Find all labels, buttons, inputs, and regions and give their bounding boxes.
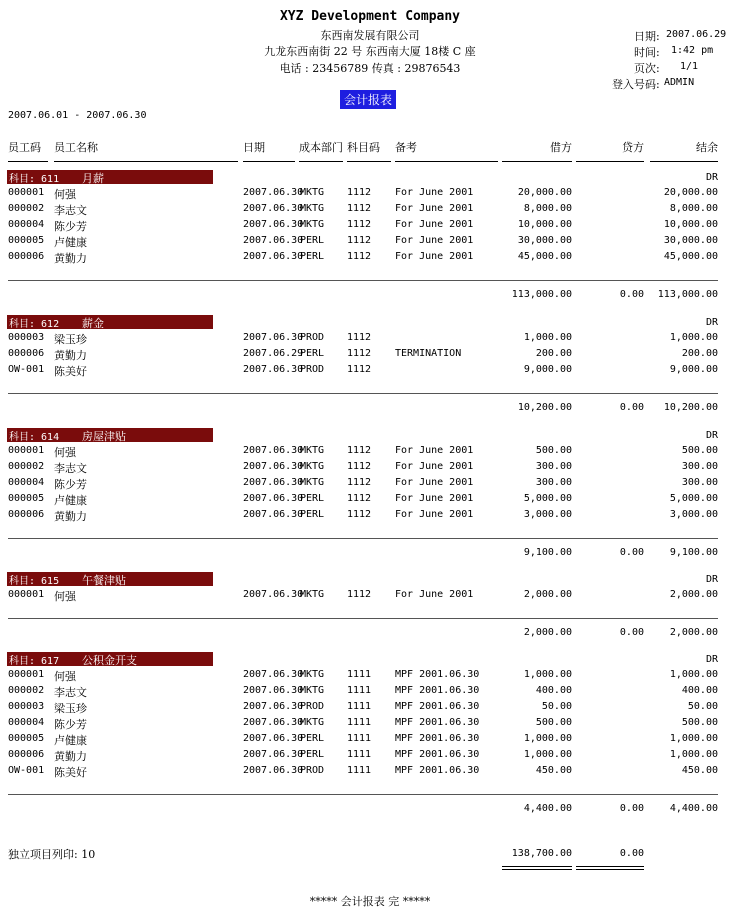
row-emp-name: 黄勤力 <box>54 750 87 763</box>
row-emp-name: 梁玉珍 <box>54 333 87 346</box>
row-date: 2007.06.30 <box>243 445 304 456</box>
row-cost-dept: MKTG <box>300 461 325 472</box>
row-account: 1112 <box>347 461 372 472</box>
section-total-debit: 4,400.00 <box>523 803 572 814</box>
row-emp-name: 何强 <box>54 446 76 459</box>
company-name-cn: 东西南发展有限公司 <box>320 29 420 42</box>
section-header-bar <box>7 428 213 442</box>
row-date: 2007.06.30 <box>243 477 304 488</box>
company-name-en: XYZ Development Company <box>279 9 460 24</box>
row-balance: 45,000.00 <box>663 251 718 262</box>
row-date: 2007.06.30 <box>243 251 304 262</box>
row-date: 2007.06.30 <box>243 685 304 696</box>
row-debit: 1,000.00 <box>523 749 572 760</box>
row-cost-dept: MKTG <box>300 717 325 728</box>
row-emp-code: 000006 <box>8 251 45 262</box>
row-debit: 1,000.00 <box>523 669 572 680</box>
row-balance: 1,000.00 <box>669 749 718 760</box>
time-value: 1:42 pm <box>671 45 714 56</box>
section-total-debit: 113,000.00 <box>511 289 572 300</box>
row-remarks: For June 2001 <box>395 187 474 198</box>
section-total-balance: 113,000.00 <box>657 289 718 300</box>
col-date: 日期 <box>243 141 265 154</box>
section-total-debit: 2,000.00 <box>523 627 572 638</box>
section-name: 房屋津贴 <box>82 430 126 443</box>
header-underline <box>650 161 718 162</box>
row-debit: 10,000.00 <box>517 219 572 230</box>
row-account: 1112 <box>347 332 372 343</box>
header-underline <box>299 161 343 162</box>
row-emp-code: 000003 <box>8 332 45 343</box>
section-divider <box>8 538 718 539</box>
col-debit: 借方 <box>550 141 572 154</box>
row-balance: 300.00 <box>681 477 718 488</box>
col-emp-name: 员工名称 <box>54 141 98 154</box>
col-cost-dept: 成本部门 <box>299 141 343 154</box>
row-remarks: For June 2001 <box>395 251 474 262</box>
row-balance: 10,000.00 <box>663 219 718 230</box>
row-date: 2007.06.30 <box>243 765 304 776</box>
row-account: 1112 <box>347 364 372 375</box>
grand-total-double-underline <box>576 866 644 867</box>
row-account: 1111 <box>347 749 372 760</box>
row-emp-code: OW-001 <box>8 765 45 776</box>
row-cost-dept: PROD <box>300 765 325 776</box>
row-date: 2007.06.30 <box>243 701 304 712</box>
row-emp-name: 何强 <box>54 188 76 201</box>
section-dr-label: DR <box>705 172 718 183</box>
page-label: 页次: <box>634 62 660 75</box>
section-total-credit: 0.00 <box>619 402 644 413</box>
row-date: 2007.06.30 <box>243 669 304 680</box>
date-label: 日期: <box>634 30 660 43</box>
row-cost-dept: MKTG <box>300 187 325 198</box>
row-cost-dept: MKTG <box>300 219 325 230</box>
row-account: 1112 <box>347 477 372 488</box>
row-remarks: For June 2001 <box>395 445 474 456</box>
row-balance: 500.00 <box>681 717 718 728</box>
grand-total-double-underline <box>502 866 572 867</box>
row-account: 1111 <box>347 717 372 728</box>
row-debit: 400.00 <box>535 685 572 696</box>
row-balance: 9,000.00 <box>669 364 718 375</box>
section-total-credit: 0.00 <box>619 547 644 558</box>
section-dr-label: DR <box>705 654 718 665</box>
row-account: 1111 <box>347 765 372 776</box>
row-balance: 400.00 <box>681 685 718 696</box>
row-remarks: MPF 2001.06.30 <box>395 749 480 760</box>
section-dr-label: DR <box>705 317 718 328</box>
row-debit: 3,000.00 <box>523 509 572 520</box>
page-value: 1/1 <box>680 61 699 72</box>
row-emp-code: 000002 <box>8 685 45 696</box>
row-date: 2007.06.30 <box>243 749 304 760</box>
row-emp-code: 000006 <box>8 509 45 520</box>
row-remarks: MPF 2001.06.30 <box>395 669 480 680</box>
row-emp-name: 何强 <box>54 590 76 603</box>
row-account: 1112 <box>347 235 372 246</box>
row-cost-dept: PERL <box>300 348 325 359</box>
row-remarks: For June 2001 <box>395 477 474 488</box>
section-code: 科目: 617 <box>9 656 60 667</box>
row-balance: 20,000.00 <box>663 187 718 198</box>
row-emp-code: 000001 <box>8 187 45 198</box>
section-header-bar <box>7 652 213 666</box>
row-account: 1111 <box>347 733 372 744</box>
item-count-label: 独立项目列印: 10 <box>8 848 96 861</box>
row-account: 1111 <box>347 685 372 696</box>
row-date: 2007.06.30 <box>243 364 304 375</box>
row-date: 2007.06.30 <box>243 717 304 728</box>
row-cost-dept: PERL <box>300 251 325 262</box>
row-emp-name: 黄勤力 <box>54 510 87 523</box>
row-date: 2007.06.30 <box>243 493 304 504</box>
row-emp-name: 何强 <box>54 670 76 683</box>
row-emp-code: 000001 <box>8 589 45 600</box>
row-account: 1112 <box>347 219 372 230</box>
report-period: 2007.06.01 - 2007.06.30 <box>8 110 147 121</box>
row-debit: 300.00 <box>535 477 572 488</box>
header-underline <box>54 161 238 162</box>
login-label: 登入号码: <box>612 78 660 91</box>
section-total-debit: 9,100.00 <box>523 547 572 558</box>
header-underline <box>347 161 391 162</box>
row-date: 2007.06.30 <box>243 187 304 198</box>
row-remarks: MPF 2001.06.30 <box>395 717 480 728</box>
header-underline <box>502 161 572 162</box>
row-cost-dept: MKTG <box>300 669 325 680</box>
section-dr-label: DR <box>705 430 718 441</box>
row-emp-code: 000006 <box>8 749 45 760</box>
row-balance: 200.00 <box>681 348 718 359</box>
section-dr-label: DR <box>705 574 718 585</box>
row-emp-code: 000003 <box>8 701 45 712</box>
row-debit: 500.00 <box>535 445 572 456</box>
row-emp-name: 陈美好 <box>54 365 87 378</box>
row-emp-name: 陈少芳 <box>54 478 87 491</box>
row-balance: 1,000.00 <box>669 669 718 680</box>
section-divider <box>8 794 718 795</box>
section-total-balance: 9,100.00 <box>669 547 718 558</box>
grand-total-debit: 138,700.00 <box>511 848 572 859</box>
row-cost-dept: PERL <box>300 509 325 520</box>
row-emp-code: 000005 <box>8 493 45 504</box>
grand-total-credit: 0.00 <box>619 848 644 859</box>
section-name: 公积金开支 <box>82 654 137 667</box>
section-name: 午餐津贴 <box>82 574 126 587</box>
row-debit: 20,000.00 <box>517 187 572 198</box>
col-emp-code: 员工码 <box>8 141 41 154</box>
row-balance: 300.00 <box>681 461 718 472</box>
row-emp-name: 卢健康 <box>54 494 87 507</box>
row-emp-name: 黄勤力 <box>54 252 87 265</box>
row-date: 2007.06.29 <box>243 348 304 359</box>
row-debit: 5,000.00 <box>523 493 572 504</box>
row-emp-code: 000005 <box>8 235 45 246</box>
row-account: 1112 <box>347 251 372 262</box>
row-debit: 9,000.00 <box>523 364 572 375</box>
row-emp-name: 梁玉珍 <box>54 702 87 715</box>
section-total-balance: 2,000.00 <box>669 627 718 638</box>
header-underline <box>576 161 644 162</box>
row-remarks: For June 2001 <box>395 461 474 472</box>
section-header-bar <box>7 572 213 586</box>
section-divider <box>8 393 718 394</box>
row-balance: 500.00 <box>681 445 718 456</box>
row-remarks: For June 2001 <box>395 509 474 520</box>
col-credit: 贷方 <box>622 141 644 154</box>
section-total-balance: 4,400.00 <box>669 803 718 814</box>
row-date: 2007.06.30 <box>243 203 304 214</box>
col-remarks: 备考 <box>395 141 417 154</box>
row-balance: 450.00 <box>681 765 718 776</box>
grand-total-double-underline <box>576 869 644 870</box>
row-debit: 30,000.00 <box>517 235 572 246</box>
section-total-balance: 10,200.00 <box>663 402 718 413</box>
row-date: 2007.06.30 <box>243 332 304 343</box>
row-emp-code: OW-001 <box>8 364 45 375</box>
row-remarks: MPF 2001.06.30 <box>395 685 480 696</box>
row-balance: 1,000.00 <box>669 332 718 343</box>
row-emp-code: 000004 <box>8 717 45 728</box>
row-cost-dept: MKTG <box>300 203 325 214</box>
login-value: ADMIN <box>664 77 695 88</box>
row-emp-name: 李志文 <box>54 686 87 699</box>
date-value: 2007.06.29 <box>666 29 727 40</box>
section-code: 科目: 614 <box>9 432 60 443</box>
row-debit: 450.00 <box>535 765 572 776</box>
row-account: 1111 <box>347 669 372 680</box>
row-cost-dept: PROD <box>300 364 325 375</box>
row-date: 2007.06.30 <box>243 733 304 744</box>
section-name: 薪金 <box>82 317 104 330</box>
row-emp-code: 000002 <box>8 203 45 214</box>
section-code: 科目: 611 <box>9 174 60 185</box>
row-cost-dept: PROD <box>300 332 325 343</box>
row-emp-code: 000001 <box>8 445 45 456</box>
row-account: 1112 <box>347 589 372 600</box>
header-underline <box>243 161 295 162</box>
row-remarks: For June 2001 <box>395 203 474 214</box>
row-cost-dept: MKTG <box>300 477 325 488</box>
row-balance: 50.00 <box>687 701 718 712</box>
report-title: 会计报表 <box>340 90 396 109</box>
col-balance: 结余 <box>696 141 718 154</box>
row-cost-dept: PERL <box>300 493 325 504</box>
row-remarks: For June 2001 <box>395 219 474 230</box>
section-header-bar <box>7 170 213 184</box>
row-balance: 3,000.00 <box>669 509 718 520</box>
row-balance: 1,000.00 <box>669 733 718 744</box>
report-footer: ***** 会计报表 完 ***** <box>309 895 431 908</box>
section-name: 月薪 <box>82 172 104 185</box>
row-debit: 300.00 <box>535 461 572 472</box>
section-total-debit: 10,200.00 <box>517 402 572 413</box>
section-total-credit: 0.00 <box>619 627 644 638</box>
row-date: 2007.06.30 <box>243 461 304 472</box>
row-emp-name: 陈少芳 <box>54 220 87 233</box>
row-date: 2007.06.30 <box>243 509 304 520</box>
row-emp-code: 000004 <box>8 477 45 488</box>
row-emp-code: 000002 <box>8 461 45 472</box>
row-cost-dept: MKTG <box>300 685 325 696</box>
row-debit: 200.00 <box>535 348 572 359</box>
row-remarks: For June 2001 <box>395 493 474 504</box>
row-balance: 8,000.00 <box>669 203 718 214</box>
section-code: 科目: 612 <box>9 319 60 330</box>
row-debit: 45,000.00 <box>517 251 572 262</box>
col-account: 科目码 <box>347 141 380 154</box>
section-header-bar <box>7 315 213 329</box>
row-date: 2007.06.30 <box>243 235 304 246</box>
row-debit: 1,000.00 <box>523 733 572 744</box>
section-divider <box>8 618 718 619</box>
row-cost-dept: PERL <box>300 733 325 744</box>
row-account: 1112 <box>347 509 372 520</box>
row-emp-name: 黄勤力 <box>54 349 87 362</box>
row-emp-name: 李志文 <box>54 462 87 475</box>
row-emp-name: 卢健康 <box>54 734 87 747</box>
row-balance: 2,000.00 <box>669 589 718 600</box>
row-debit: 8,000.00 <box>523 203 572 214</box>
row-emp-name: 李志文 <box>54 204 87 217</box>
row-cost-dept: PERL <box>300 235 325 246</box>
row-account: 1112 <box>347 445 372 456</box>
row-emp-name: 陈美好 <box>54 766 87 779</box>
row-emp-name: 卢健康 <box>54 236 87 249</box>
section-total-credit: 0.00 <box>619 803 644 814</box>
company-address: 九龙东西南街 22 号 东西南大厦 18楼 C 座 <box>264 45 476 58</box>
row-remarks: TERMINATION <box>395 348 462 359</box>
row-emp-code: 000004 <box>8 219 45 230</box>
row-cost-dept: MKTG <box>300 445 325 456</box>
row-remarks: MPF 2001.06.30 <box>395 701 480 712</box>
row-debit: 500.00 <box>535 717 572 728</box>
section-code: 科目: 615 <box>9 576 60 587</box>
row-emp-code: 000001 <box>8 669 45 680</box>
row-date: 2007.06.30 <box>243 219 304 230</box>
row-account: 1112 <box>347 187 372 198</box>
time-label: 时间: <box>634 46 660 59</box>
header-underline <box>395 161 498 162</box>
row-remarks: For June 2001 <box>395 589 474 600</box>
company-tel-fax: 电话 : 23456789 传真 : 29876543 <box>279 62 461 75</box>
row-remarks: MPF 2001.06.30 <box>395 765 480 776</box>
row-account: 1111 <box>347 701 372 712</box>
row-account: 1112 <box>347 493 372 504</box>
section-divider <box>8 280 718 281</box>
row-debit: 50.00 <box>541 701 572 712</box>
section-total-credit: 0.00 <box>619 289 644 300</box>
header-underline <box>8 161 48 162</box>
row-cost-dept: PROD <box>300 701 325 712</box>
row-date: 2007.06.30 <box>243 589 304 600</box>
row-remarks: MPF 2001.06.30 <box>395 733 480 744</box>
row-debit: 2,000.00 <box>523 589 572 600</box>
row-cost-dept: MKTG <box>300 589 325 600</box>
row-emp-code: 000005 <box>8 733 45 744</box>
row-debit: 1,000.00 <box>523 332 572 343</box>
row-balance: 5,000.00 <box>669 493 718 504</box>
row-remarks: For June 2001 <box>395 235 474 246</box>
row-emp-code: 000006 <box>8 348 45 359</box>
row-cost-dept: PERL <box>300 749 325 760</box>
row-emp-name: 陈少芳 <box>54 718 87 731</box>
grand-total-double-underline <box>502 869 572 870</box>
row-account: 1112 <box>347 203 372 214</box>
row-account: 1112 <box>347 348 372 359</box>
row-balance: 30,000.00 <box>663 235 718 246</box>
